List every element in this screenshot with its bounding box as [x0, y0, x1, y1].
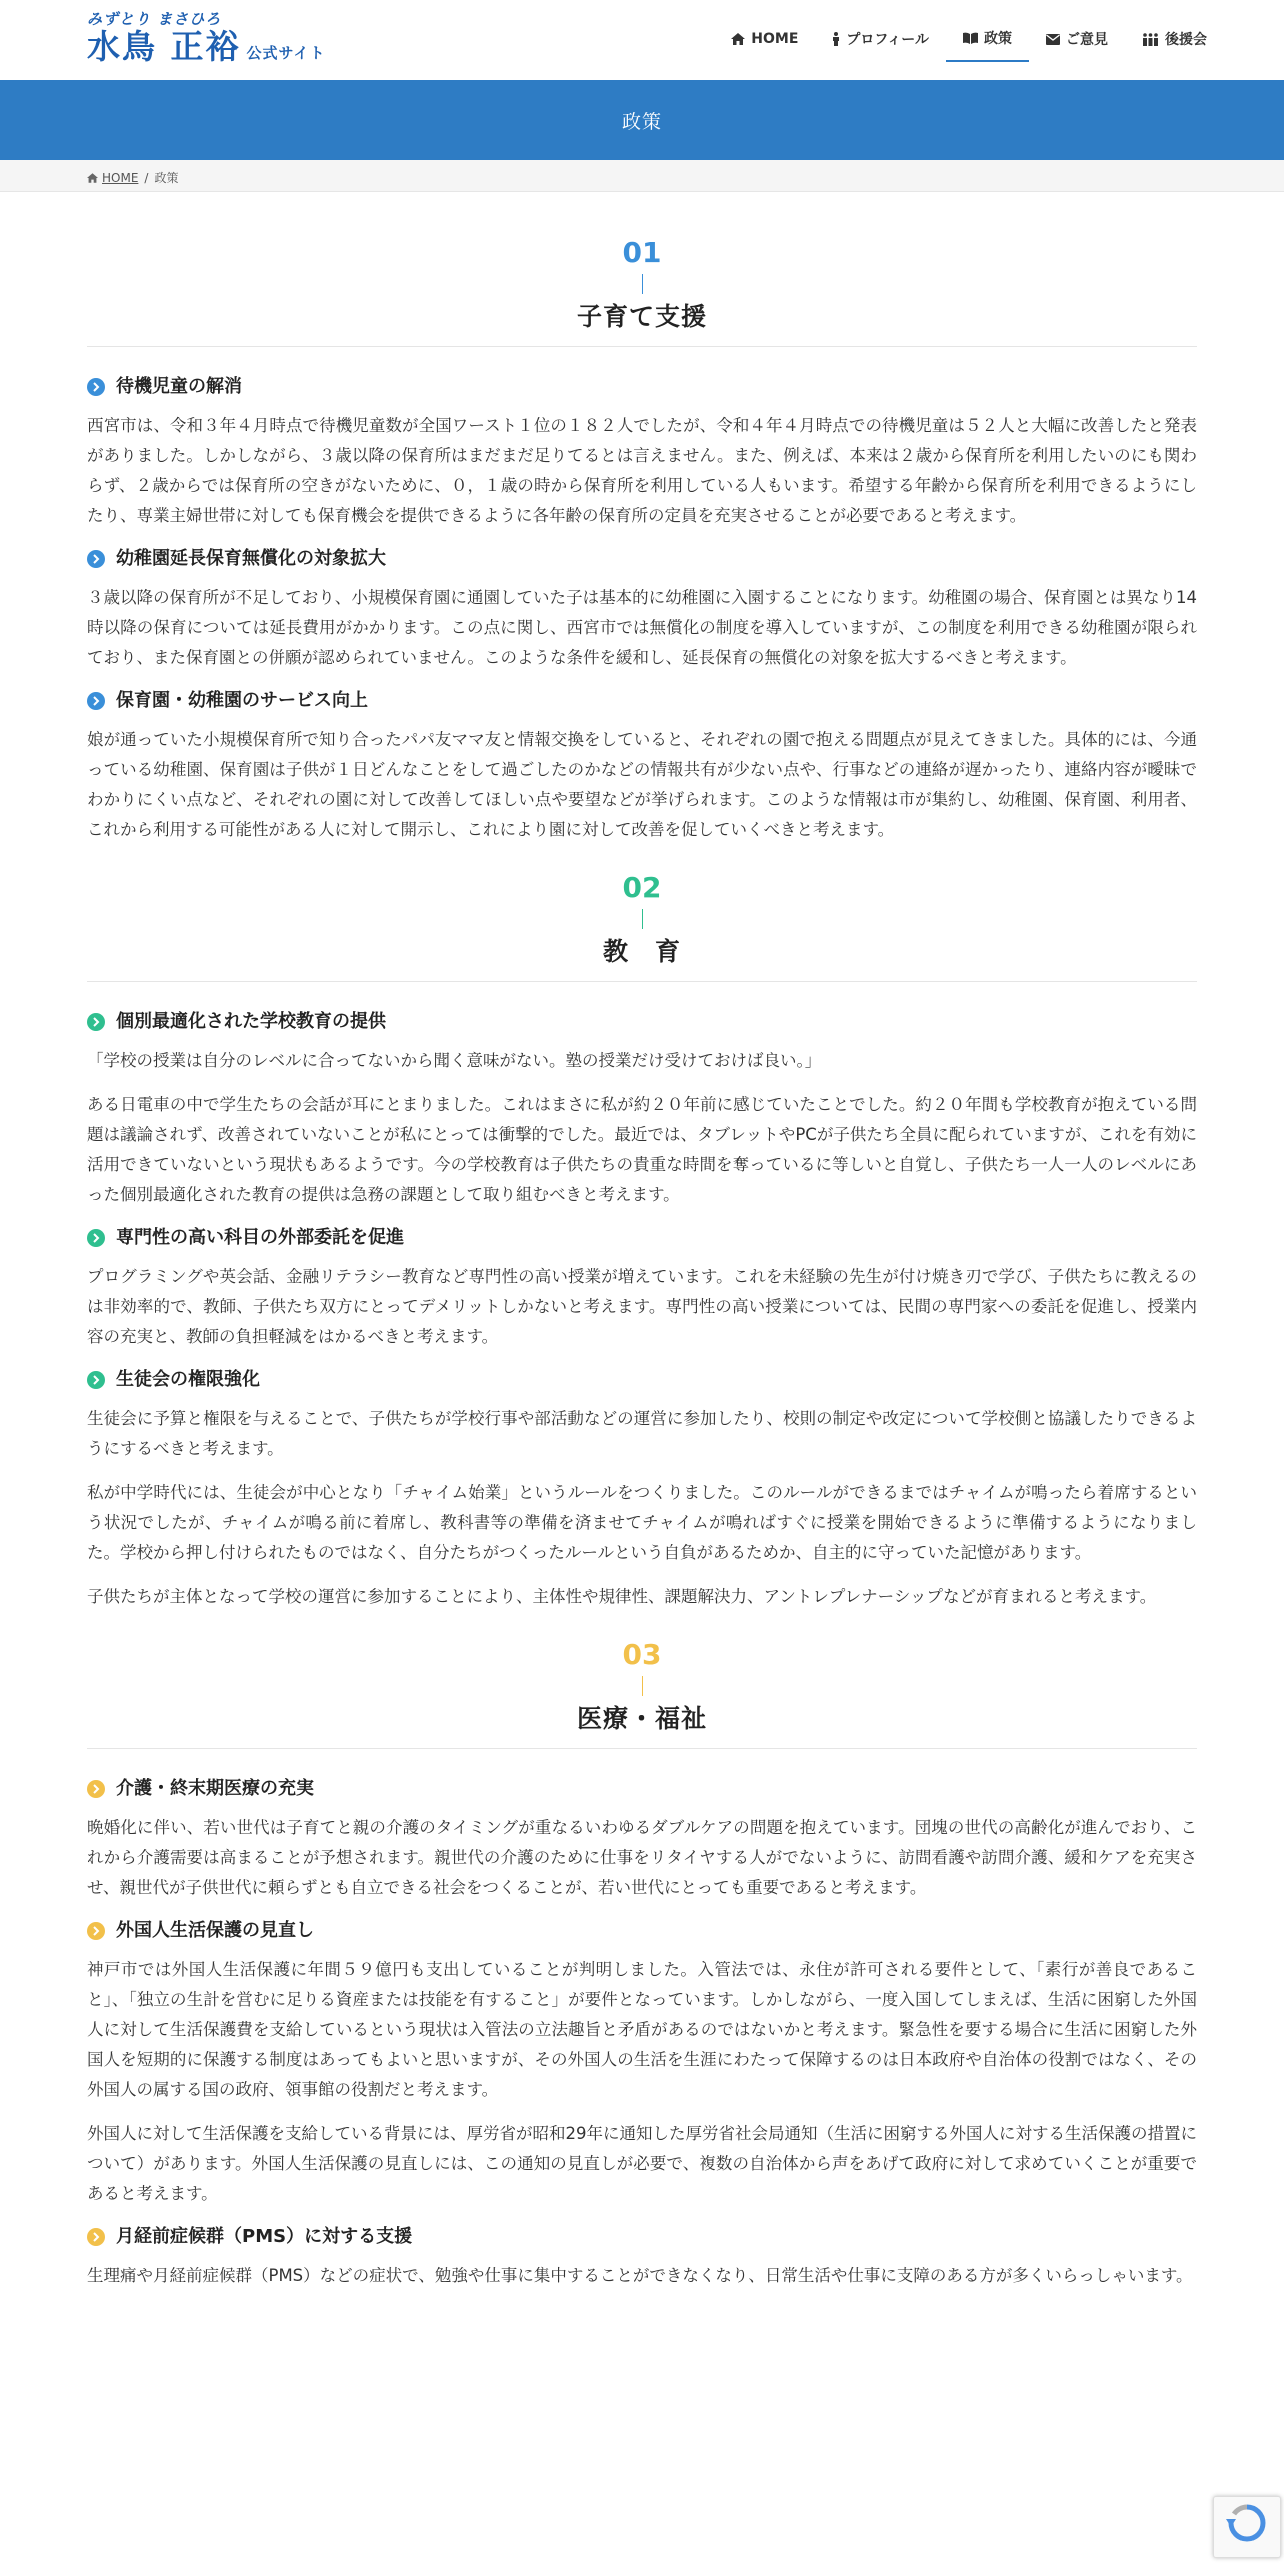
- policy-text: ある日電車の中で学生たちの会話が耳にとまりました。これはまさに私が約２０年前に感じていたことでした。約２０年間も学校教育が抱えている問題は議論されず、改善されていないことが私にとっては衝撃的でした。最近では、タブレットやPCが子供たち全員に配られていますが、これを有効に活用できていないという現状もあるようです。今の学校教育は子供たちの貴重な時間を奪っているに等しいと自覚し、子供たち一人一人のレベルにあった個別最適化された教育の提供は急務の課題として取り組むべきと考えます。: [87, 1095, 1197, 1204]
- policy-heading: 待機児童の解消: [87, 375, 1197, 399]
- policy-text: 娘が通っていた小規模保育所で知り合ったパパ友ママ友と情報交換をしていると、それぞれの園で抱える問題点が見えてきました。具体的には、今通っている幼稚園、保育園は子供が１日どんなことをして過ごしたのかなどの情報共有が少ない点や、行事などの連絡が遅かったり、連絡内容が曖昧でわかりにくい点など、それぞれの園に対して改善してほしい点や要望などが挙げられます。このような情報は市が集約し、幼稚園、保育園、利用者、これから利用する可能性がある人に対して開示し、これにより園に対して改善を促していくべきと考えます。: [87, 730, 1197, 839]
- chevron-circle-icon: [87, 1780, 105, 1798]
- section-rule: [87, 981, 1197, 982]
- chevron-circle-icon: [87, 1013, 105, 1031]
- nav-profile[interactable]: [815, 16, 946, 62]
- nav-supporters[interactable]: [1125, 16, 1224, 62]
- policy-heading: 幼稚園延長保育無償化の対象拡大: [87, 547, 1197, 571]
- policy-heading: 介護・終末期医療の充実: [87, 1777, 1197, 1801]
- page-header-band: [0, 80, 1284, 160]
- chevron-circle-icon: [87, 1371, 105, 1389]
- breadcrumb: [0, 160, 1284, 192]
- section-divider: [642, 1676, 643, 1696]
- person-icon: [832, 32, 840, 46]
- policy-section-education: [87, 871, 1197, 1612]
- nav-policy-label: 政策: [984, 31, 1012, 47]
- section-title: 教 育: [602, 937, 681, 966]
- chevron-circle-icon: [87, 550, 105, 568]
- policy-text: ３歳以降の保育所が不足しており、小規模保育園に通園していた子は基本的に幼稚園に入園することになります。幼稚園の場合、保育園とは異なり14時以降の保育については延長費用がかかります。この点に関し、西宮市では無償化の制度を導入していますが、この制度を利用できる幼稚園が限られており、また保育園との併願が認められていません。このような条件を緩和し、延長保育の無償化の対象を拡大するべきと考えます。: [87, 588, 1197, 667]
- policy-heading: 外国人生活保護の見直し: [87, 1919, 1197, 1943]
- home-icon: [87, 173, 98, 183]
- breadcrumb-home[interactable]: [87, 171, 138, 185]
- policy-section-childcare: [87, 236, 1197, 845]
- breadcrumb-home-label: HOME: [102, 170, 139, 185]
- breadcrumb-current: 政策: [154, 171, 179, 185]
- policy-text: 私が中学時代には、生徒会が中心となり「チャイム始業」というルールをつくりました。このルールができるまではチャイムが鳴ったら着席するという状況でしたが、チャイムが鳴る前に着席し、教科書等の準備を済ませてチャイムが鳴ればすぐに授業を開始できるように準備するようになりました。学校から押し付けられたものではなく、自分たちがつくったルールという自負があるためか、自主的に守っていた記憶があります。: [87, 1483, 1197, 1562]
- logo-name: 水鳥 正裕: [87, 27, 241, 66]
- policy-heading: 月経前症候群（PMS）に対する支援: [87, 2225, 1197, 2249]
- chevron-circle-icon: [87, 692, 105, 710]
- section-number: 02: [622, 871, 662, 904]
- recaptcha-badge[interactable]: [1213, 2496, 1281, 2558]
- envelope-icon: [1046, 34, 1060, 45]
- section-divider: [642, 909, 643, 929]
- nav-home-label: HOME: [751, 31, 799, 47]
- policy-heading: 専門性の高い科目の外部委託を促進: [87, 1226, 1197, 1250]
- site-logo[interactable]: [87, 10, 325, 66]
- home-icon: [731, 33, 745, 45]
- policy-text: 生徒会に予算と権限を与えることで、子供たちが学校行事や部活動などの運営に参加したり、校則の制定や改定について学校側と協議したりできるようにするべきと考えます。: [87, 1409, 1197, 1458]
- chevron-circle-icon: [87, 2228, 105, 2246]
- section-rule: [87, 1748, 1197, 1749]
- policy-text: 外国人に対して生活保護を支給している背景には、厚労省が昭和29年に通知した厚労省社会局通知（生活に困窮する外国人に対する生活保護の措置について）があります。外国人生活保護の見直しには、この通知の見直しが必要で、複数の自治体から声をあげて政府に対して求めていくことが重要であると考えます。: [87, 2124, 1197, 2203]
- policy-section-welfare: [87, 1638, 1197, 2291]
- global-nav: [714, 16, 1224, 62]
- logo-sub: 公式サイト: [246, 44, 326, 62]
- nav-opinion-label: ご意見: [1066, 32, 1108, 48]
- site-header: [0, 0, 1284, 80]
- policy-text: 晩婚化に伴い、若い世代は子育てと親の介護のタイミングが重なるいわゆるダブルケアの問題を抱えています。団塊の世代の高齢化が進んでおり、これから介護需要は高まることが予想されます。親世代の介護のために仕事をリタイヤする人がでないように、訪問看護や訪問介護、緩和ケアを充実させ、親世代が子供世代に頼らずとも自立できる社会をつくることが、若い世代にとっても重要であると考えます。: [87, 1818, 1197, 1897]
- section-rule: [87, 346, 1197, 347]
- people-icon: [1142, 33, 1159, 46]
- policy-text: 子供たちが主体となって学校の運営に参加することにより、主体性や規律性、課題解決力、アントレプレナーシップなどが育まれると考えます。: [87, 1587, 1157, 1606]
- section-divider: [642, 274, 643, 294]
- book-icon: [963, 32, 978, 44]
- section-number: 03: [622, 1638, 662, 1671]
- policy-heading: 生徒会の権限強化: [87, 1368, 1197, 1392]
- nav-supporters-label: 後援会: [1165, 32, 1207, 48]
- chevron-circle-icon: [87, 1229, 105, 1247]
- page-title: 政策: [621, 110, 662, 133]
- logo-kana: みずとり まさひろ: [87, 10, 222, 28]
- policy-heading: 保育園・幼稚園のサービス向上: [87, 689, 1197, 713]
- policy-text: 西宮市は、令和３年４月時点で待機児童数が全国ワースト１位の１８２人でしたが、令和４年４月時点での待機児童は５２人と大幅に改善したと発表がありました。しかしながら、３歳以降の保育所はまだまだ足りてるとは言えません。また、例えば、本来は２歳から保育所を利用したいのにも関わらず、２歳からでは保育所の空きがないために、０，１歳の時から保育所を利用している人もいます。希望する年齢から保育所を利用できるようにしたり、専業主婦世帯に対しても保育機会を提供できるように各年齢の保育所の定員を充実させることが必要であると考えます。: [87, 416, 1197, 525]
- chevron-circle-icon: [87, 378, 105, 396]
- nav-home[interactable]: [714, 16, 815, 62]
- chevron-circle-icon: [87, 1922, 105, 1940]
- recaptcha-icon: [1214, 2497, 1280, 2557]
- policy-quote: 「学校の授業は自分のレベルに合ってないから聞く意味がない。塾の授業だけ受けておけば良い。」: [87, 1051, 822, 1070]
- policy-text: 神戸市では外国人生活保護に年間５９億円も支出していることが判明しました。入管法では、永住が許可される要件として、「素行が善良であること」、「独立の生計を営むに足りる資産または技能を有すること」が要件となっています。しかしながら、一度入国してしまえば、生活に困窮した外国人に対して生活保護費を支給しているという現状は入管法の立法趣旨と矛盾があるのではないかと考えます。緊急性を要する場合に生活に困窮した外国人を短期的に保護する制度はあってもよいと思いますが、その外国人の生活を生涯にわたって保障するのは日本政府や自治体の役割ではなく、その外国人の属する国の政府、領事館の役割だと考えます。: [87, 1960, 1197, 2099]
- policy-text: プログラミングや英会話、金融リテラシー教育など専門性の高い授業が増えています。これを未経験の先生が付け焼き刃で学び、子供たちに教えるのは非効率的で、教師、子供たち双方にとってデメリットしかないと考えます。専門性の高い授業については、民間の専門家への委託を促進し、授業内容の充実と、教師の負担軽減をはかるべきと考えます。: [87, 1267, 1197, 1346]
- nav-opinion[interactable]: [1029, 16, 1125, 62]
- section-title: 医療・福祉: [576, 1704, 707, 1733]
- policy-text: 生理痛や月経前症候群（PMS）などの症状で、勉強や仕事に集中することができなくなり、日常生活や仕事に支障のある方が多くいらっしゃいます。: [87, 2266, 1193, 2285]
- nav-profile-label: プロフィール: [846, 32, 929, 48]
- section-title: 子育て支援: [576, 302, 707, 331]
- nav-policy[interactable]: [946, 16, 1029, 62]
- section-number: 01: [622, 236, 662, 269]
- main-content: [87, 192, 1197, 2291]
- breadcrumb-separator: /: [144, 170, 149, 185]
- policy-heading: 個別最適化された学校教育の提供: [87, 1010, 1197, 1034]
